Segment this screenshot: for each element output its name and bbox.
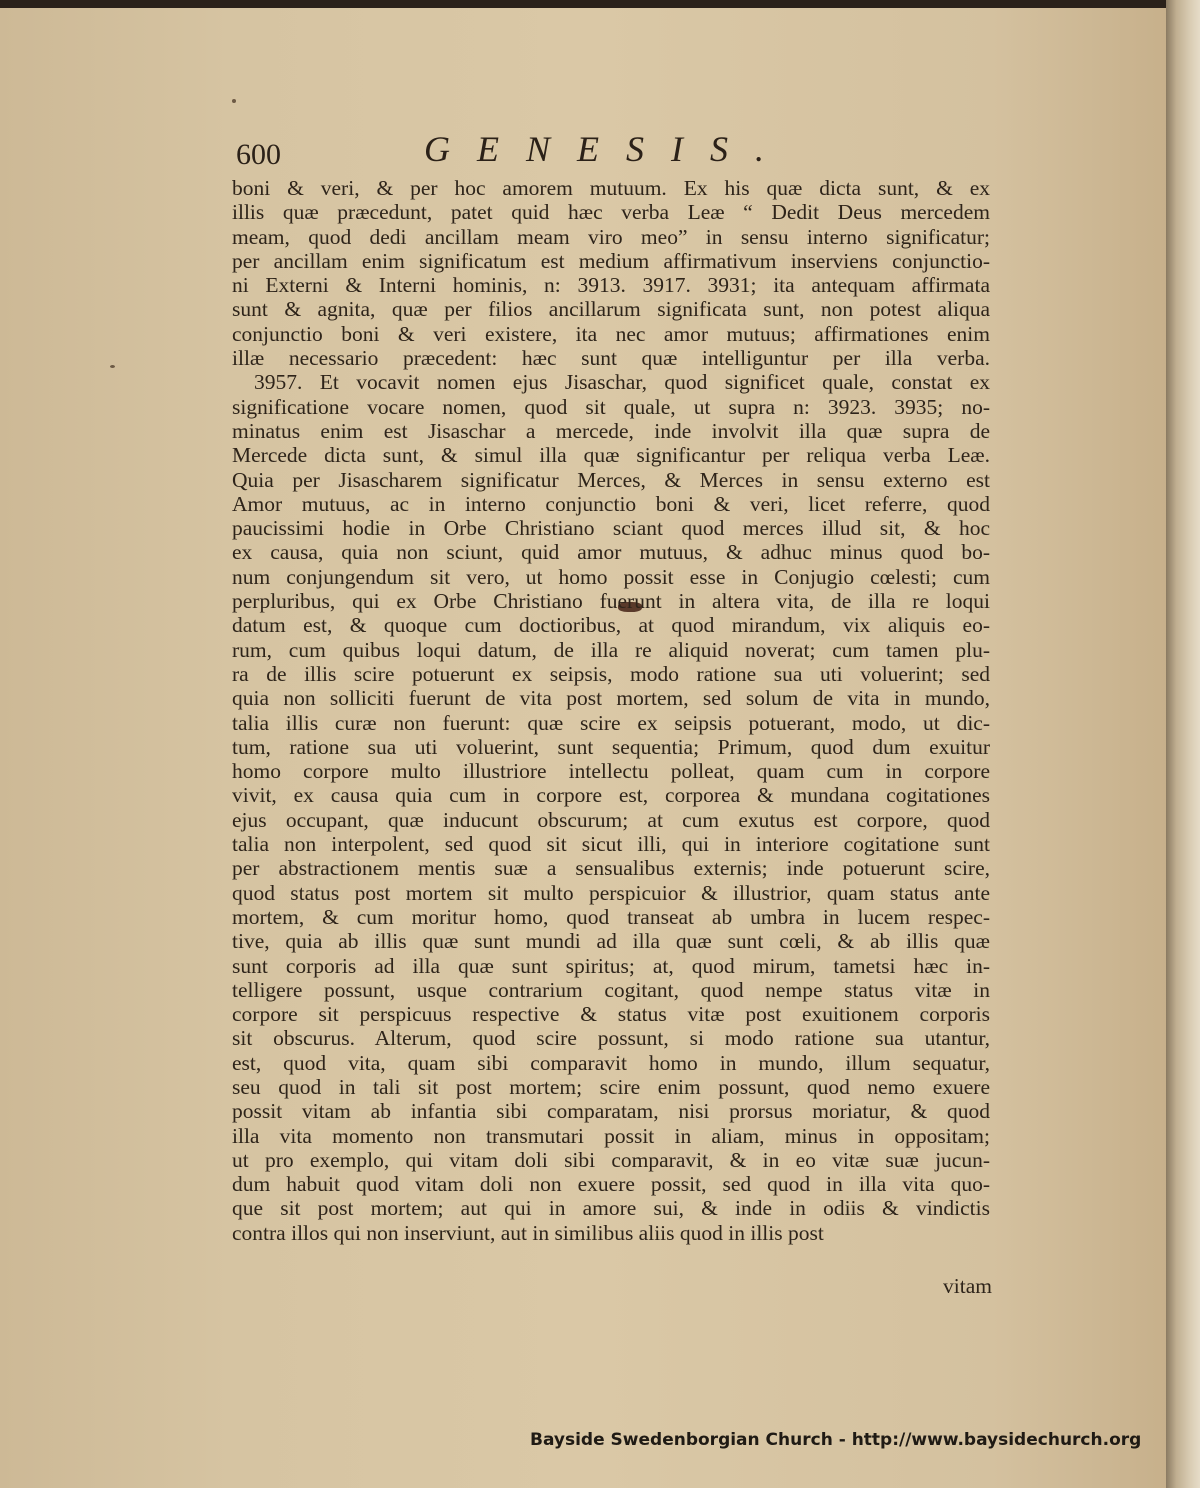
text-line: num conjungendum sit vero, ut homo possit esse in Conjugio cœlesti; cum — [232, 564, 990, 589]
text-line: ut pro exemplo, qui vitam doli sibi comparavit, & in eo vitæ suæ jucun- — [232, 1147, 990, 1172]
text-line: ra de illis scire potuerunt ex seipsis, modo ratione sua uti voluerint; sed — [232, 661, 990, 686]
text-line: Quia per Jisascharem significatur Merces, & Merces in sensu externo est — [232, 467, 990, 492]
text-line: telligere possunt, usque contrarium cogitant, quod nempe status vitæ in — [232, 977, 990, 1002]
text-line: homo corpore multo illustriore intellectu polleat, quam cum in corpore — [232, 759, 990, 784]
text-line: perpluribus, qui ex Orbe Christiano fuerunt in altera vita, de illa re loqui — [232, 589, 990, 614]
text-line: talia illis curæ non fuerunt: quæ scire ex seipsis potuerant, modo, ut dic- — [232, 710, 990, 735]
running-title: GENESIS. — [424, 129, 791, 169]
speck-mark — [232, 99, 236, 103]
text-line: ejus occupant, quæ inducunt obscurum; at cum exutus est corpore, quod — [232, 807, 990, 832]
text-line: boni & veri, & per hoc amorem mutuum. Ex his quæ dicta sunt, & ex — [232, 176, 990, 200]
text-line: minatus enim est Jisaschar a mercede, inde involvit illa quæ supra de — [232, 418, 990, 443]
text-line: 3957. Et vocavit nomen ejus Jisaschar, quod significet quale, constat ex — [254, 370, 990, 395]
text-line: illa vita momento non transmutari possit in aliam, minus in oppositam; — [232, 1123, 990, 1148]
text-line: sit obscurus. Alterum, quod scire possunt, si modo ratione sua utantur, — [232, 1026, 990, 1051]
text-line: quia non solliciti fuerunt de vita post mortem, sed solum de vita in mundo, — [232, 686, 990, 711]
text-line: possit vitam ab infantia sibi comparatam, nisi prorsus moriatur, & quod — [232, 1099, 990, 1124]
text-line: illis quæ præcedunt, patet quid hæc verba Leæ “ Dedit Deus mercedem — [232, 200, 990, 225]
text-line: seu quod in tali sit post mortem; scire enim possunt, quod nemo exuere — [232, 1074, 990, 1099]
text-line: significatione vocare nomen, quod sit quale, ut supra n: 3923. 3935; no- — [232, 394, 990, 419]
text-line: illæ necessario præcedent: hæc sunt quæ intelliguntur per illa verba. — [232, 346, 990, 371]
text-line: per ancillam enim significatum est medium affirmativum inserviens conjunctio- — [232, 248, 990, 273]
footer-credit: Bayside Swedenborgian Church - http://www.baysidechurch.org — [530, 1430, 1142, 1450]
text-line: ni Externi & Interni hominis, n: 3913. 3917. 3931; ita antequam affirmata — [232, 273, 990, 298]
text-line: que sit post mortem; aut qui in amore sui, & inde in odiis & vindictis — [232, 1196, 990, 1221]
text-line: datum est, & quoque cum doctioribus, at quod mirandum, vix aliquis eo- — [232, 613, 990, 638]
text-line: paucissimi hodie in Orbe Christiano sciant quod merces illud sit, & hoc — [232, 516, 990, 541]
text-line: per abstractionem mentis suæ a sensualibus externis; inde potuerunt scire, — [232, 856, 990, 881]
text-line: quod status post mortem sit multo perspicuior & illustrior, quam status ante — [232, 880, 990, 905]
text-line: conjunctio boni & veri existere, ita nec amor mutuus; affirmationes enim — [232, 321, 990, 346]
catchword: vitam — [943, 1274, 992, 1298]
speck-mark — [110, 365, 115, 368]
text-line: contra illos qui non inserviunt, aut in similibus aliis quod in illis post — [232, 1220, 824, 1245]
text-line: Amor mutuus, ac in interno conjunctio boni & veri, licet referre, quod — [232, 491, 990, 516]
page-header — [236, 128, 996, 178]
text-line: est, quod vita, quam sibi comparavit homo in mundo, illum sequatur, — [232, 1050, 990, 1075]
page-number: 600 — [236, 138, 281, 171]
text-line: sunt & agnita, quæ per filios ancillarum significata sunt, non potest aliqua — [232, 297, 990, 322]
text-line: tum, ratione sua uti voluerint, sunt sequentia; Primum, quod dum exuitur — [232, 734, 990, 759]
text-line: meam, quod dedi ancillam meam viro meo” in sensu interno significatur; — [232, 224, 990, 249]
text-line: mortem, & cum moritur homo, quod transeat ab umbra in lucem respec- — [232, 904, 990, 929]
text-line: Mercede dicta sunt, & simul illa quæ significantur per reliqua verba Leæ. — [232, 443, 990, 468]
text-line: sunt corporis ad illa quæ sunt spiritus; at, quod mirum, tametsi hæc in- — [232, 953, 990, 978]
text-line: rum, cum quibus loqui datum, de illa re aliquid noverat; cum tamen plu- — [232, 637, 990, 662]
body-text — [232, 176, 990, 1245]
text-line: corpore sit perspicuus respective & status vitæ post exuitionem corporis — [232, 1002, 990, 1027]
text-line: talia non interpolent, sed quod sit sicut illi, qui in interiore cogitatione sunt — [232, 832, 990, 857]
text-line: dum habuit quod vitam doli non exuere possit, sed quod in illa vita quo- — [232, 1172, 990, 1197]
page-edge-shadow — [1166, 0, 1200, 1488]
text-line: vivit, ex causa quia cum in corpore est, corporea & mundana cogitationes — [232, 783, 990, 808]
text-line: ex causa, quia non sciunt, quid amor mutuus, & adhuc minus quod bo- — [232, 540, 990, 565]
text-line: tive, quia ab illis quæ sunt mundi ad illa quæ sunt cœli, & ab illis quæ — [232, 929, 990, 954]
